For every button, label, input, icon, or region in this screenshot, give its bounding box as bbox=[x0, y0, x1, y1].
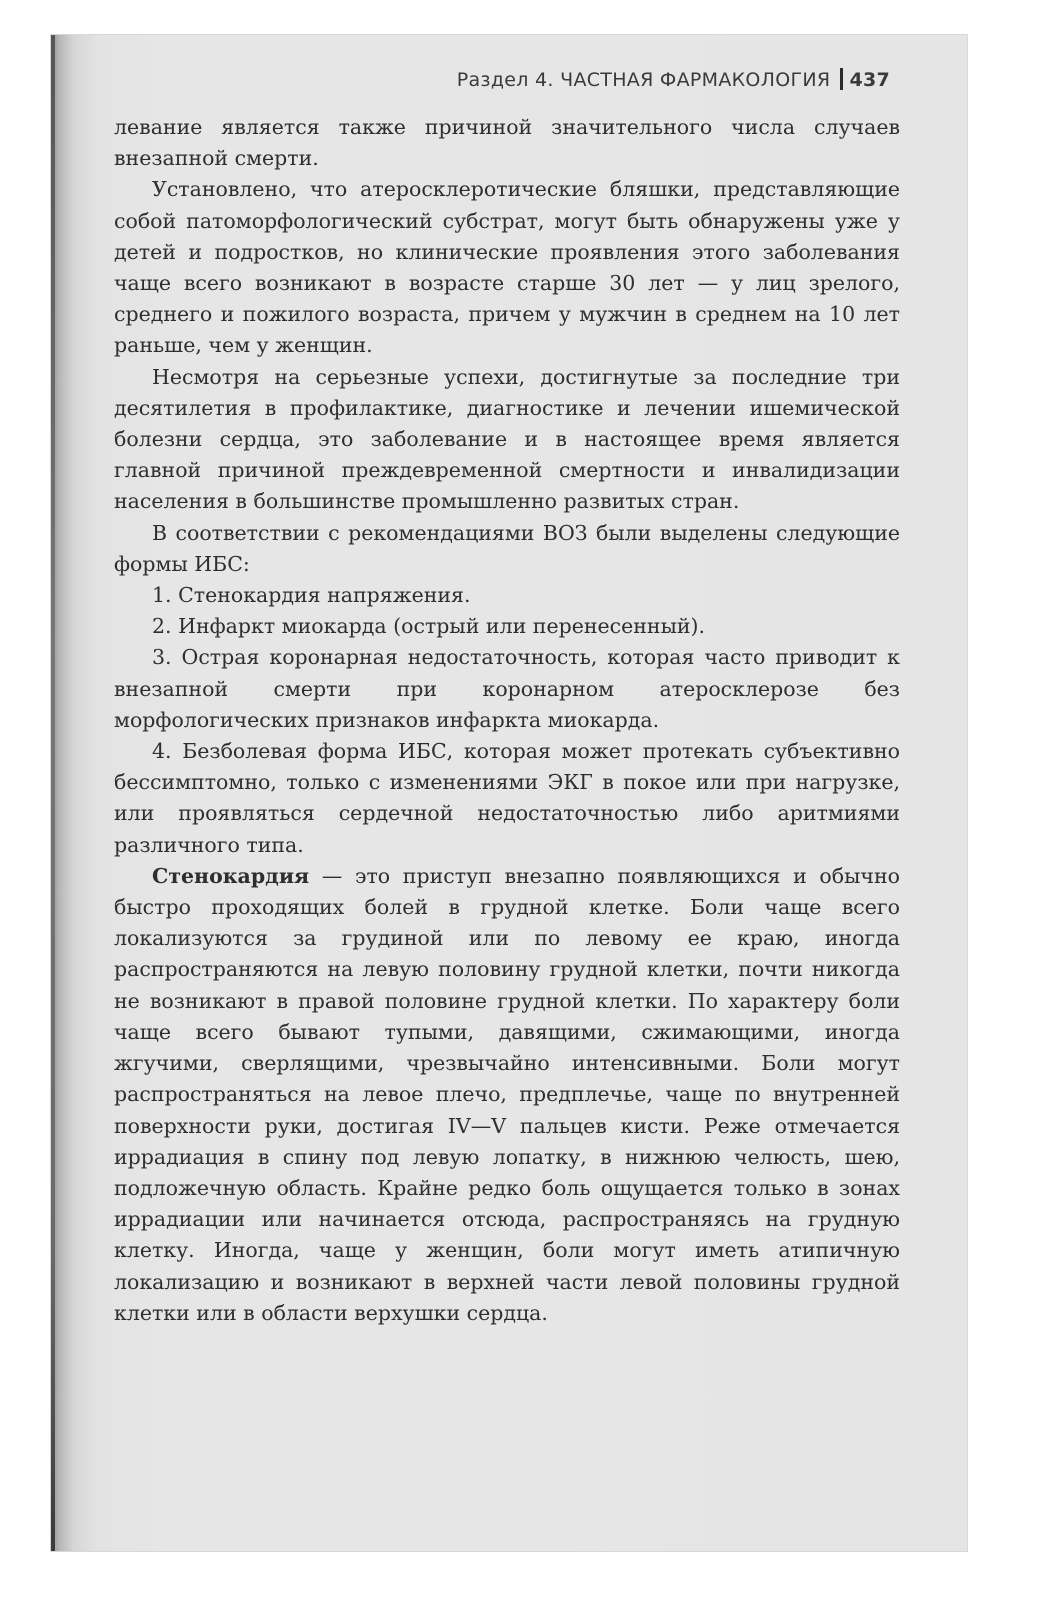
page-number: 437 bbox=[849, 69, 890, 91]
running-header bbox=[370, 68, 890, 91]
page-body bbox=[114, 112, 900, 1329]
paragraph-who-forms: В соответствии с рекомендациями ВОЗ были выделены следующие формы ИБС: bbox=[114, 520, 900, 576]
list-item: 1. Стенокардия напряжения. bbox=[152, 583, 471, 608]
list-item: 3. Острая коронарная недостаточность, которая часто приводит к внезапной смерти при коронарном атеросклерозе без морфологических признаков инфаркта миокарда. bbox=[114, 645, 900, 732]
list-item: 4. Безболевая форма ИБС, которая может протекать субъективно бессимптомно, только с изменениями ЭКГ в покое или при нагрузке, или проявляться сердечной недостаточностью либо аритмиями различного типа. bbox=[114, 739, 900, 857]
paragraph-angina-definition bbox=[114, 861, 900, 1329]
paragraph-mortality: Несмотря на серьезные успехи, достигнутые за последние три десятилетия в профилактике, диагностике и лечении ишемической болезни сердца, это заболевание и в настоящее время является главной причиной преждевременной смертности и инвалидизации населения в большинстве промышленно развитых стран. bbox=[114, 364, 900, 514]
definition-text: — это приступ внезапно появляющихся и обычно быстро проходящих болей в грудной клетке. Боли чаще всего локализуются за грудиной или по левому ее краю, иногда распространяются на левую половину грудной клетки, почти никогда не возникают в правой половине грудной клетки. По характеру боли чаще всего бывают тупыми, давящими, сжимающими, иногда жгучими, сверлящими, чрезвычайно интенсивными. Боли могут распространяться на левое плечо, предплечье, чаще по внутренней поверхности руки, достигая IV—V пальцев кисти. Реже отмечается иррадиация в спину под левую лопатку, в нижнюю челюсть, шею, подложечную область. Крайне редко боль ощущается только в зонах иррадиации или начинается отсюда, распространяясь на грудную клетку. Иногда, чаще у женщин, боли могут иметь атипичную локализацию и возникают в верхней части левой половины грудной клетки или в области верхушки сердца. bbox=[114, 863, 900, 1325]
list-item: 2. Инфаркт миокарда (острый или перенесенный). bbox=[152, 614, 706, 639]
paragraph-atherosclerosis: Установлено, что атеросклеротические бляшки, представляющие собой патоморфологический субстрат, могут быть обнаружены уже у детей и подростков, но клинические проявления этого заболевания чаще всего возникают в возрасте старше 30 лет — у лиц зрелого, среднего и пожилого возраста, причем у мужчин в среднем на 10 лет раньше, чем у женщин. bbox=[114, 177, 900, 358]
scanned-page bbox=[50, 34, 968, 1552]
book-spine-shadow bbox=[50, 34, 55, 1552]
section-title: Раздел 4. ЧАСТНАЯ ФАРМАКОЛОГИЯ bbox=[456, 69, 831, 91]
header-separator bbox=[840, 68, 843, 90]
defined-term: Стенокардия bbox=[152, 863, 310, 888]
paragraph-continuation: левание является также причиной значительного числа случаев внезапной смерти. bbox=[114, 115, 900, 171]
